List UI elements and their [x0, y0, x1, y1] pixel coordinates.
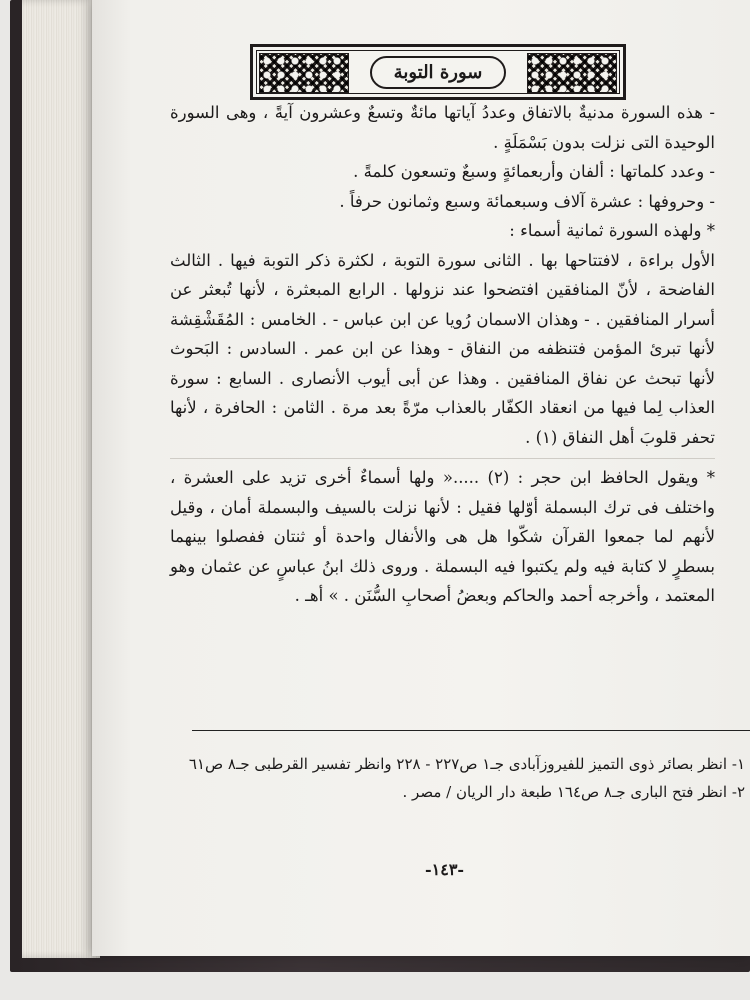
page-edges [22, 0, 100, 958]
paragraph-letter-count: - وحروفها : عشرة آلاف وسبعمائة وسبع وثمانون حرفاً . [339, 191, 715, 211]
paragraph-intro: - هذه السورة مدنيةٌ بالاتفاق وعددُ آياتها مائةٌ وتسعٌ وعشرون آيةً ، وهى السورة الوحيدة التى نزلت بدون بَسْمَلَةٍ . [170, 103, 715, 152]
footnote-1: ١- انظر بصائر ذوى التميز للفيروزآبادى جـ١ ص٢٢٧ - ٢٢٨ وانظر تفسير القرطبى جـ٨ ص٦١ [188, 755, 745, 773]
paragraph-names-heading: * ولهذه السورة ثمانية أسماء : [509, 221, 715, 240]
paragraph-names-list: الأول براءة ، لافتتاحها بها . الثانى سورة التوبة ، لكثرة ذكر التوبة فيها . الثالث الفاضحة ، لأنّ المنافقين افتضحوا عند نزولها . الرابع المبعثرة ، لأنها تُبعثر عن أسرار المنافقين . - وهذان الاسمان رُويا عن ابن عباس - . الخامس : المُقَشْقِشة لأنها تبرئ المؤمن فتنظفه من النفاق - وهذا عن ابن عمر . السادس : البَحوث لأنها تبحث عن نفاق المنافقين . وهذا عن أبى أيوب الأنصارى . السابع : سورة العذاب لِما فيها من انعقاد الكفّار بالعذاب مرّةً بعد مرة . الثامن : الحافرة ، لأنها تحفر قلوبَ أهل النفاق (١) . [170, 250, 715, 447]
surah-title-frame [250, 44, 626, 100]
body-text [170, 98, 715, 611]
ornament-left [259, 53, 349, 93]
section-divider [170, 458, 715, 459]
paragraph-ibn-hajar: * ويقول الحافظ ابن حجر : (٢) .....« ولها أسماءٌ أخرى تزيد على العشرة ، واختلف فى ترك البسملة أوّلها فقيل : لأنها نزلت بالسيف والبسملة أمان ، وقيل لأنهم لما جمعوا القرآن شكّوا هل هى والأنفال واحدة أو ثنتان ففصلوا بينهما بسطرٍ لا كتابة فيه ولم يكتبوا فيه البسملة . وروى ذلك ابنُ عباسٍ عن عثمان وهو المعتمد ، وأخرجه أحمد والحاكم وبعضُ أصحابِ السُّنَن . » أهـ . [170, 468, 715, 605]
surah-title: سورة التوبة [370, 56, 507, 89]
ornament-right [527, 53, 617, 93]
paragraph-word-count: - وعدد كلماتها : ألفان وأربعمائةٍ وسبعٌ وتسعون كلمةً . [353, 162, 715, 181]
page-number: -١٤٣- [425, 860, 465, 879]
footnote-rule [192, 730, 750, 731]
footnotes [180, 750, 745, 806]
page-content [110, 40, 745, 940]
footnote-2: ٢- انظر فتح البارى جـ٨ ص١٦٤ طبعة دار الريان / مصر . [402, 783, 745, 801]
